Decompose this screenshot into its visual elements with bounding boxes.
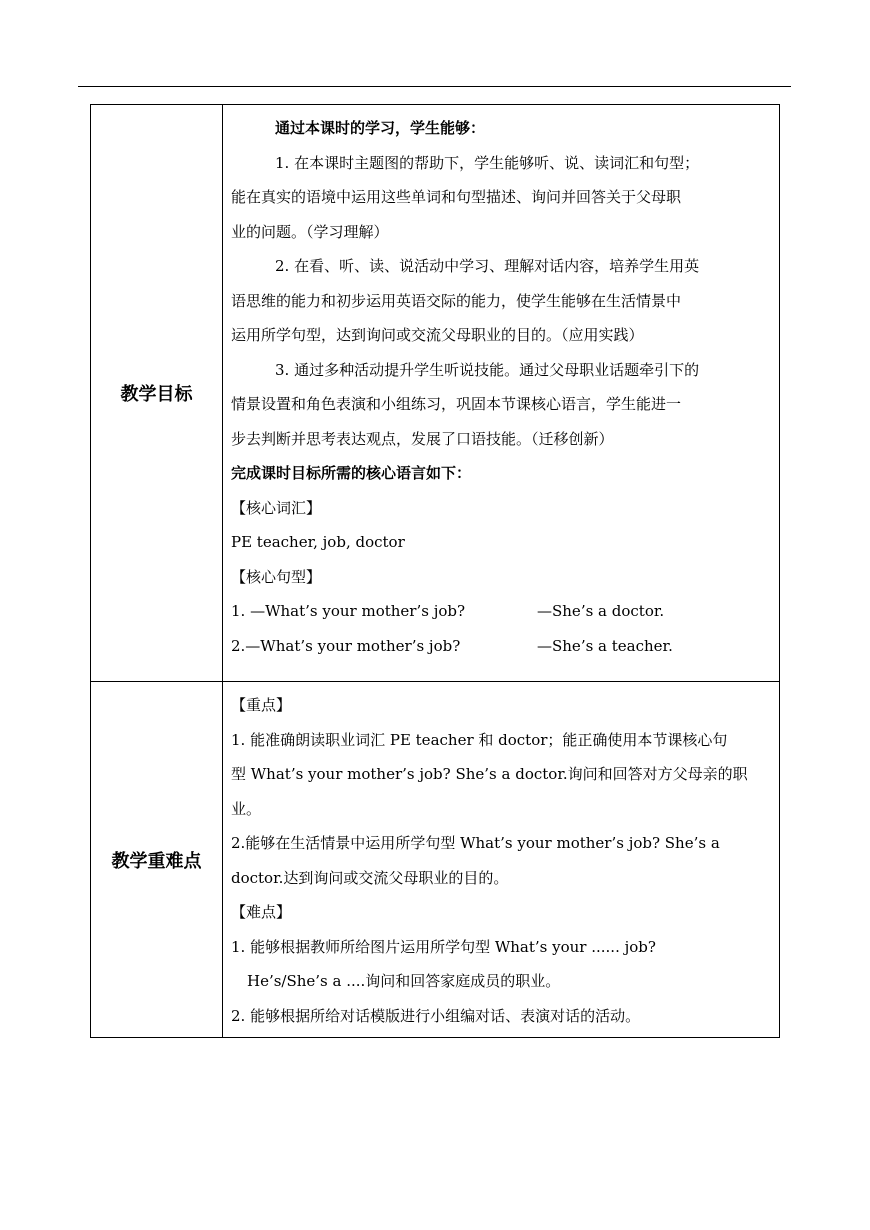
- sentence-2-question: 2.—What’s your mother’s job?: [231, 636, 461, 655]
- difficulty-1-line-1: 1. 能够根据教师所给图片运用所学句型 What’s your ...... job?: [231, 937, 656, 956]
- sentence-heading: 【核心句型】: [231, 567, 322, 586]
- goal-2-line-2: 语思维的能力和初步运用英语交际的能力，使学生能够在生活情景中: [231, 291, 682, 310]
- goal-2-line-1: 2. 在看、听、读、说活动中学习、理解对话内容，培养学生用英: [275, 257, 700, 275]
- goal-2-line-3: 运用所学句型，达到询问或交流父母职业的目的。（应用实践）: [231, 326, 644, 344]
- lesson-plan-table: [90, 104, 780, 1038]
- difficulty-1-line-2: He’s/She’s a ....询问和回答家庭成员的职业。: [247, 972, 561, 990]
- objectives-row: [91, 105, 780, 682]
- sentence-2-answer: —She’s a teacher.: [537, 636, 673, 655]
- core-language-title: 完成课时目标所需的核心语言如下：: [231, 464, 472, 482]
- goal-1-line-1: 1. 在本课时主题图的帮助下，学生能够听、说、读词汇和句型；: [275, 153, 700, 172]
- goal-1-line-3: 业的问题。（学习理解）: [231, 222, 389, 241]
- sentence-pair-1: [231, 594, 771, 629]
- vocab-heading: 【核心词汇】: [231, 498, 322, 517]
- focus-1-line-1: 1. 能准确朗读职业词汇 PE teacher 和 doctor；能正确使用本节课核心句: [231, 730, 728, 749]
- sentence-1-answer: —She’s a doctor.: [537, 602, 665, 620]
- vocab-list: PE teacher, job, doctor: [231, 533, 405, 551]
- sentence-pair-2: [231, 629, 771, 664]
- objectives-intro: 通过本课时的学习，学生能够：: [275, 119, 486, 137]
- goal-3-line-3: 步去判断并思考表达观点，发展了口语技能。（迁移创新）: [231, 429, 614, 448]
- key-points-row: [91, 682, 780, 1038]
- focus-1-line-3: 业。: [231, 799, 262, 818]
- key-points-label: 教学重难点: [91, 682, 223, 1038]
- focus-1-line-2: 型 What’s your mother’s job? She’s a doctor.询问和回答对方父母亲的职: [231, 765, 748, 783]
- difficulty-heading: 【难点】: [231, 903, 292, 921]
- key-points-content: [223, 682, 780, 1038]
- goal-1-line-2: 能在真实的语境中运用这些单词和句型描述、询问并回答关于父母职: [231, 188, 682, 206]
- sentence-1-question: 1. —What’s your mother’s job?: [231, 602, 466, 620]
- focus-2-line-1: 2.能够在生活情景中运用所学句型 What’s your mother’s job? She’s a: [231, 834, 720, 852]
- focus-2-line-2: doctor.达到询问或交流父母职业的目的。: [231, 868, 509, 887]
- goal-3-line-2: 情景设置和角色表演和小组练习，巩固本节课核心语言，学生能进一: [231, 395, 682, 413]
- focus-heading: 【重点】: [231, 696, 292, 714]
- difficulty-2: 2. 能够根据所给对话模版进行小组编对话、表演对话的活动。: [231, 1006, 641, 1025]
- header-rule: [78, 86, 791, 87]
- objectives-label: 教学目标: [91, 105, 223, 682]
- goal-3-line-1: 3. 通过多种活动提升学生听说技能。通过父母职业话题牵引下的: [275, 360, 700, 379]
- objectives-content: [223, 105, 780, 682]
